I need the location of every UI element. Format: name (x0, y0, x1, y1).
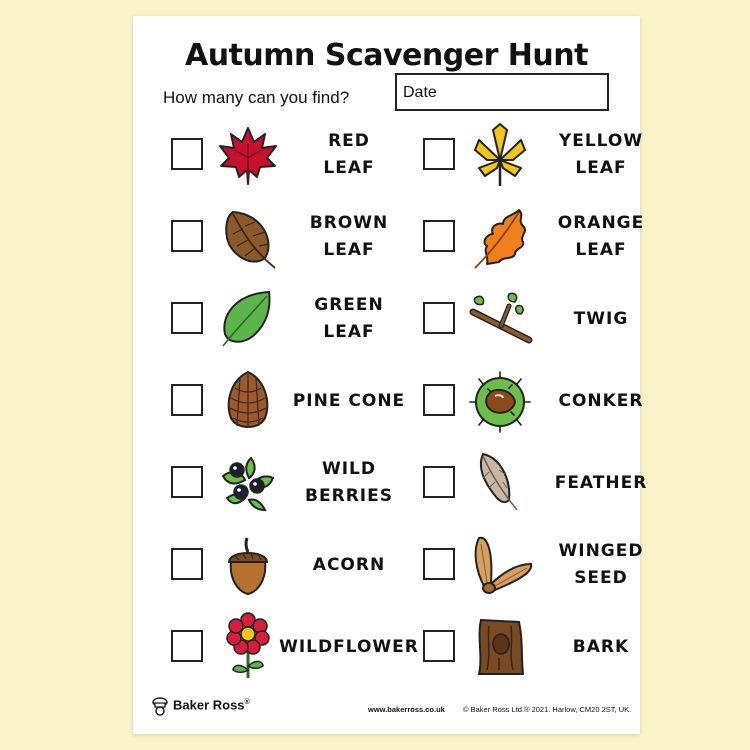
yellow-leaf-icon (465, 120, 535, 190)
checkbox[interactable] (423, 466, 455, 498)
hunt-item-winged-seed (415, 530, 665, 604)
page-title: Autumn Scavenger Hunt (185, 38, 588, 73)
item-label: TWIG (573, 308, 629, 329)
brand-name: Baker Ross (173, 697, 245, 713)
item-label: PINE CONE (292, 390, 406, 411)
checkbox[interactable] (171, 220, 203, 252)
wildflower-icon (213, 612, 283, 682)
item-label: GREEN LEAF (314, 295, 384, 342)
checkbox[interactable] (171, 138, 203, 170)
checkbox[interactable] (423, 630, 455, 662)
hunt-item-conker (415, 366, 665, 440)
baker-ross-logo-icon (149, 696, 171, 716)
hunt-item-red-leaf (163, 120, 413, 194)
checkbox[interactable] (171, 384, 203, 416)
item-label: WINGED SEED (558, 541, 644, 588)
item-label: ORANGE LEAF (557, 213, 645, 260)
checkbox[interactable] (423, 384, 455, 416)
green-leaf-icon (213, 284, 283, 354)
hunt-item-bark (415, 612, 665, 686)
item-label: CONKER (558, 390, 644, 411)
brand-registered-mark: ® (244, 699, 250, 707)
orange-leaf-icon (465, 202, 535, 272)
hunt-item-green-leaf (163, 284, 413, 358)
website-link[interactable]: www.bakerross.co.uk (368, 705, 445, 714)
hunt-item-twig (415, 284, 665, 358)
checkbox[interactable] (171, 548, 203, 580)
checkbox[interactable] (423, 138, 455, 170)
date-field[interactable] (395, 73, 609, 111)
item-label: WILD BERRIES (305, 459, 393, 506)
checkbox[interactable] (171, 302, 203, 334)
hunt-item-yellow-leaf (415, 120, 665, 194)
checkbox[interactable] (423, 220, 455, 252)
checkbox[interactable] (423, 302, 455, 334)
wild-berries-icon (213, 448, 283, 518)
item-label: WILDFLOWER (279, 636, 419, 657)
checkbox[interactable] (171, 466, 203, 498)
hunt-item-brown-leaf (163, 202, 413, 276)
hunt-item-wild-berries (163, 448, 413, 522)
item-label: FEATHER (554, 472, 648, 493)
worksheet (133, 16, 648, 734)
item-label: RED LEAF (323, 131, 375, 178)
date-label: Date (403, 84, 437, 101)
bark-icon (465, 612, 535, 682)
item-label: BROWN LEAF (309, 213, 389, 260)
checkbox[interactable] (423, 548, 455, 580)
hunt-item-pine-cone (163, 366, 413, 440)
hunt-item-feather (415, 448, 665, 522)
feather-icon (465, 448, 535, 518)
item-label: ACORN (312, 554, 386, 575)
brand-logo (149, 696, 250, 716)
red-leaf-icon (213, 120, 283, 190)
twig-icon (465, 284, 535, 354)
brown-leaf-icon (213, 202, 283, 272)
item-label: YELLOW LEAF (558, 131, 644, 178)
item-label: BARK (572, 636, 630, 657)
hunt-item-orange-leaf (415, 202, 665, 276)
conker-icon (465, 366, 535, 436)
question-text: How many can you find? (163, 88, 350, 107)
checkbox[interactable] (171, 630, 203, 662)
hunt-item-acorn (163, 530, 413, 604)
pine-cone-icon (213, 366, 283, 436)
copyright-text: © Baker Ross Ltd.® 2021. Harlow, CM20 2ST, UK. (463, 705, 632, 714)
acorn-icon (213, 530, 283, 600)
hunt-item-wildflower (163, 612, 419, 686)
winged-seed-icon (465, 530, 535, 600)
